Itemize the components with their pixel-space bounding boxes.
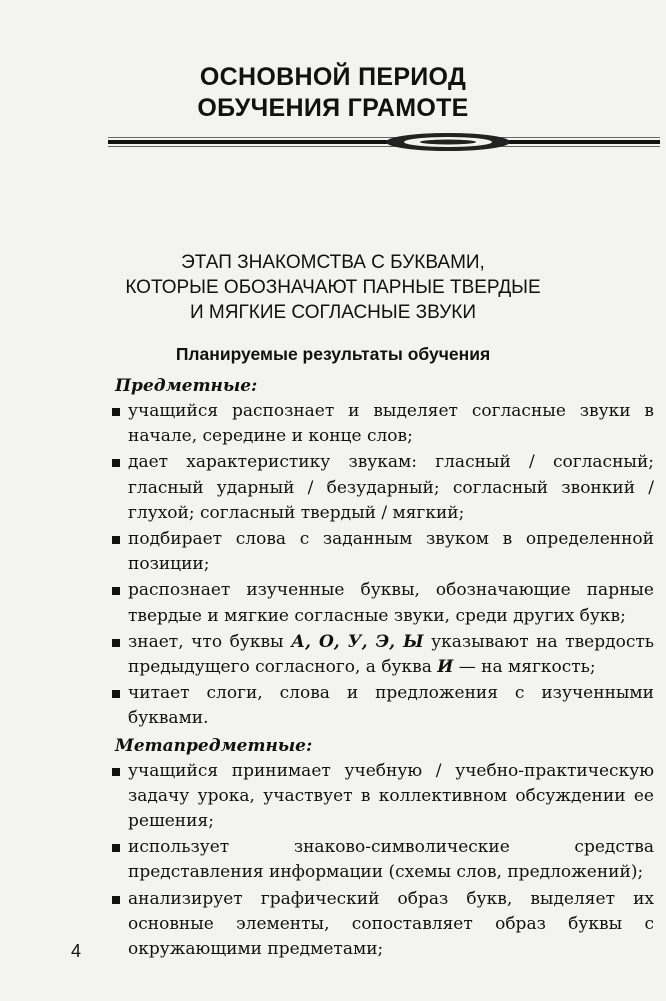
item-text: учащийся распознает и выделяет согласные звуки в начале, середине и конце слов; xyxy=(128,401,654,447)
section-title-line: ЭТАП ЗНАКОМСТВА С БУКВАМИ, xyxy=(181,252,485,273)
item-text: использует знаково-символические средства представления информации (схемы слов, предложений); xyxy=(128,837,654,883)
ornamental-divider xyxy=(108,131,660,153)
bullet-icon xyxy=(112,587,120,595)
results-list xyxy=(0,372,666,963)
list-item xyxy=(0,835,666,885)
vowel-letters: А, О, У, Э, Ы xyxy=(291,631,424,652)
bullet-icon xyxy=(112,459,120,467)
meta-results-label: Метапредметные: xyxy=(115,735,313,756)
section-title-line: КОТОРЫЕ ОБОЗНАЧАЮТ ПАРНЫЕ ТВЕРДЫЕ xyxy=(125,277,541,298)
subject-results-label: Предметные: xyxy=(115,376,258,396)
item-text: указывают на твердость предыдущего согласного, а буква xyxy=(128,631,655,678)
list-item xyxy=(0,887,666,963)
list-item xyxy=(0,630,666,680)
section-title-line: И МЯГКИЕ СОГЛАСНЫЕ ЗВУКИ xyxy=(189,302,476,323)
chapter-title-line: ОБУЧЕНИЯ ГРАМОТЕ xyxy=(197,94,469,122)
item-text: — на мягкость; xyxy=(453,657,596,678)
bullet-icon xyxy=(112,639,120,647)
list-item xyxy=(0,399,666,449)
item-text: читает слоги, слова и предложения с изученными буквами. xyxy=(128,683,654,729)
bullet-icon xyxy=(112,896,120,904)
bullet-icon xyxy=(112,408,120,416)
meta-results-list xyxy=(0,759,666,963)
vowel-letter-i: И xyxy=(437,657,454,678)
subject-results-list xyxy=(0,399,666,732)
list-item xyxy=(0,759,666,835)
list-item xyxy=(0,527,666,577)
item-text: анализирует графический образ букв, выделяет их основные элементы, сопоставляет образ буквы с окружающими предметами; xyxy=(128,888,654,960)
bullet-icon xyxy=(112,768,120,776)
item-text: знает, что буквы xyxy=(128,631,292,652)
item-text: учащийся принимает учебную / учебно-практическую задачу урока, участвует в коллективном обсуждении ее решения; xyxy=(128,760,654,832)
list-item xyxy=(0,578,666,628)
bullet-icon xyxy=(112,536,120,544)
chapter-title xyxy=(0,62,666,124)
bullet-icon xyxy=(112,690,120,698)
chapter-title-line: ОСНОВНОЙ ПЕРИОД xyxy=(199,63,467,91)
page-number: 4 xyxy=(71,941,82,961)
item-text: дает характеристику звукам: гласный / согласный; гласный ударный / безударный; согласный звонкий / глухой; согласный твердый / мягкий; xyxy=(128,452,654,523)
item-text: распознает изученные буквы, обозначающие парные твердые и мягкие согласные звуки, среди других букв; xyxy=(128,580,654,626)
section-title xyxy=(0,250,666,325)
bullet-icon xyxy=(112,844,120,852)
list-item xyxy=(0,450,666,526)
list-item xyxy=(0,681,666,731)
results-title: Планируемые результаты обучения xyxy=(175,344,491,364)
item-text: подбирает слова с заданным звуком в определенной позиции; xyxy=(128,529,654,575)
